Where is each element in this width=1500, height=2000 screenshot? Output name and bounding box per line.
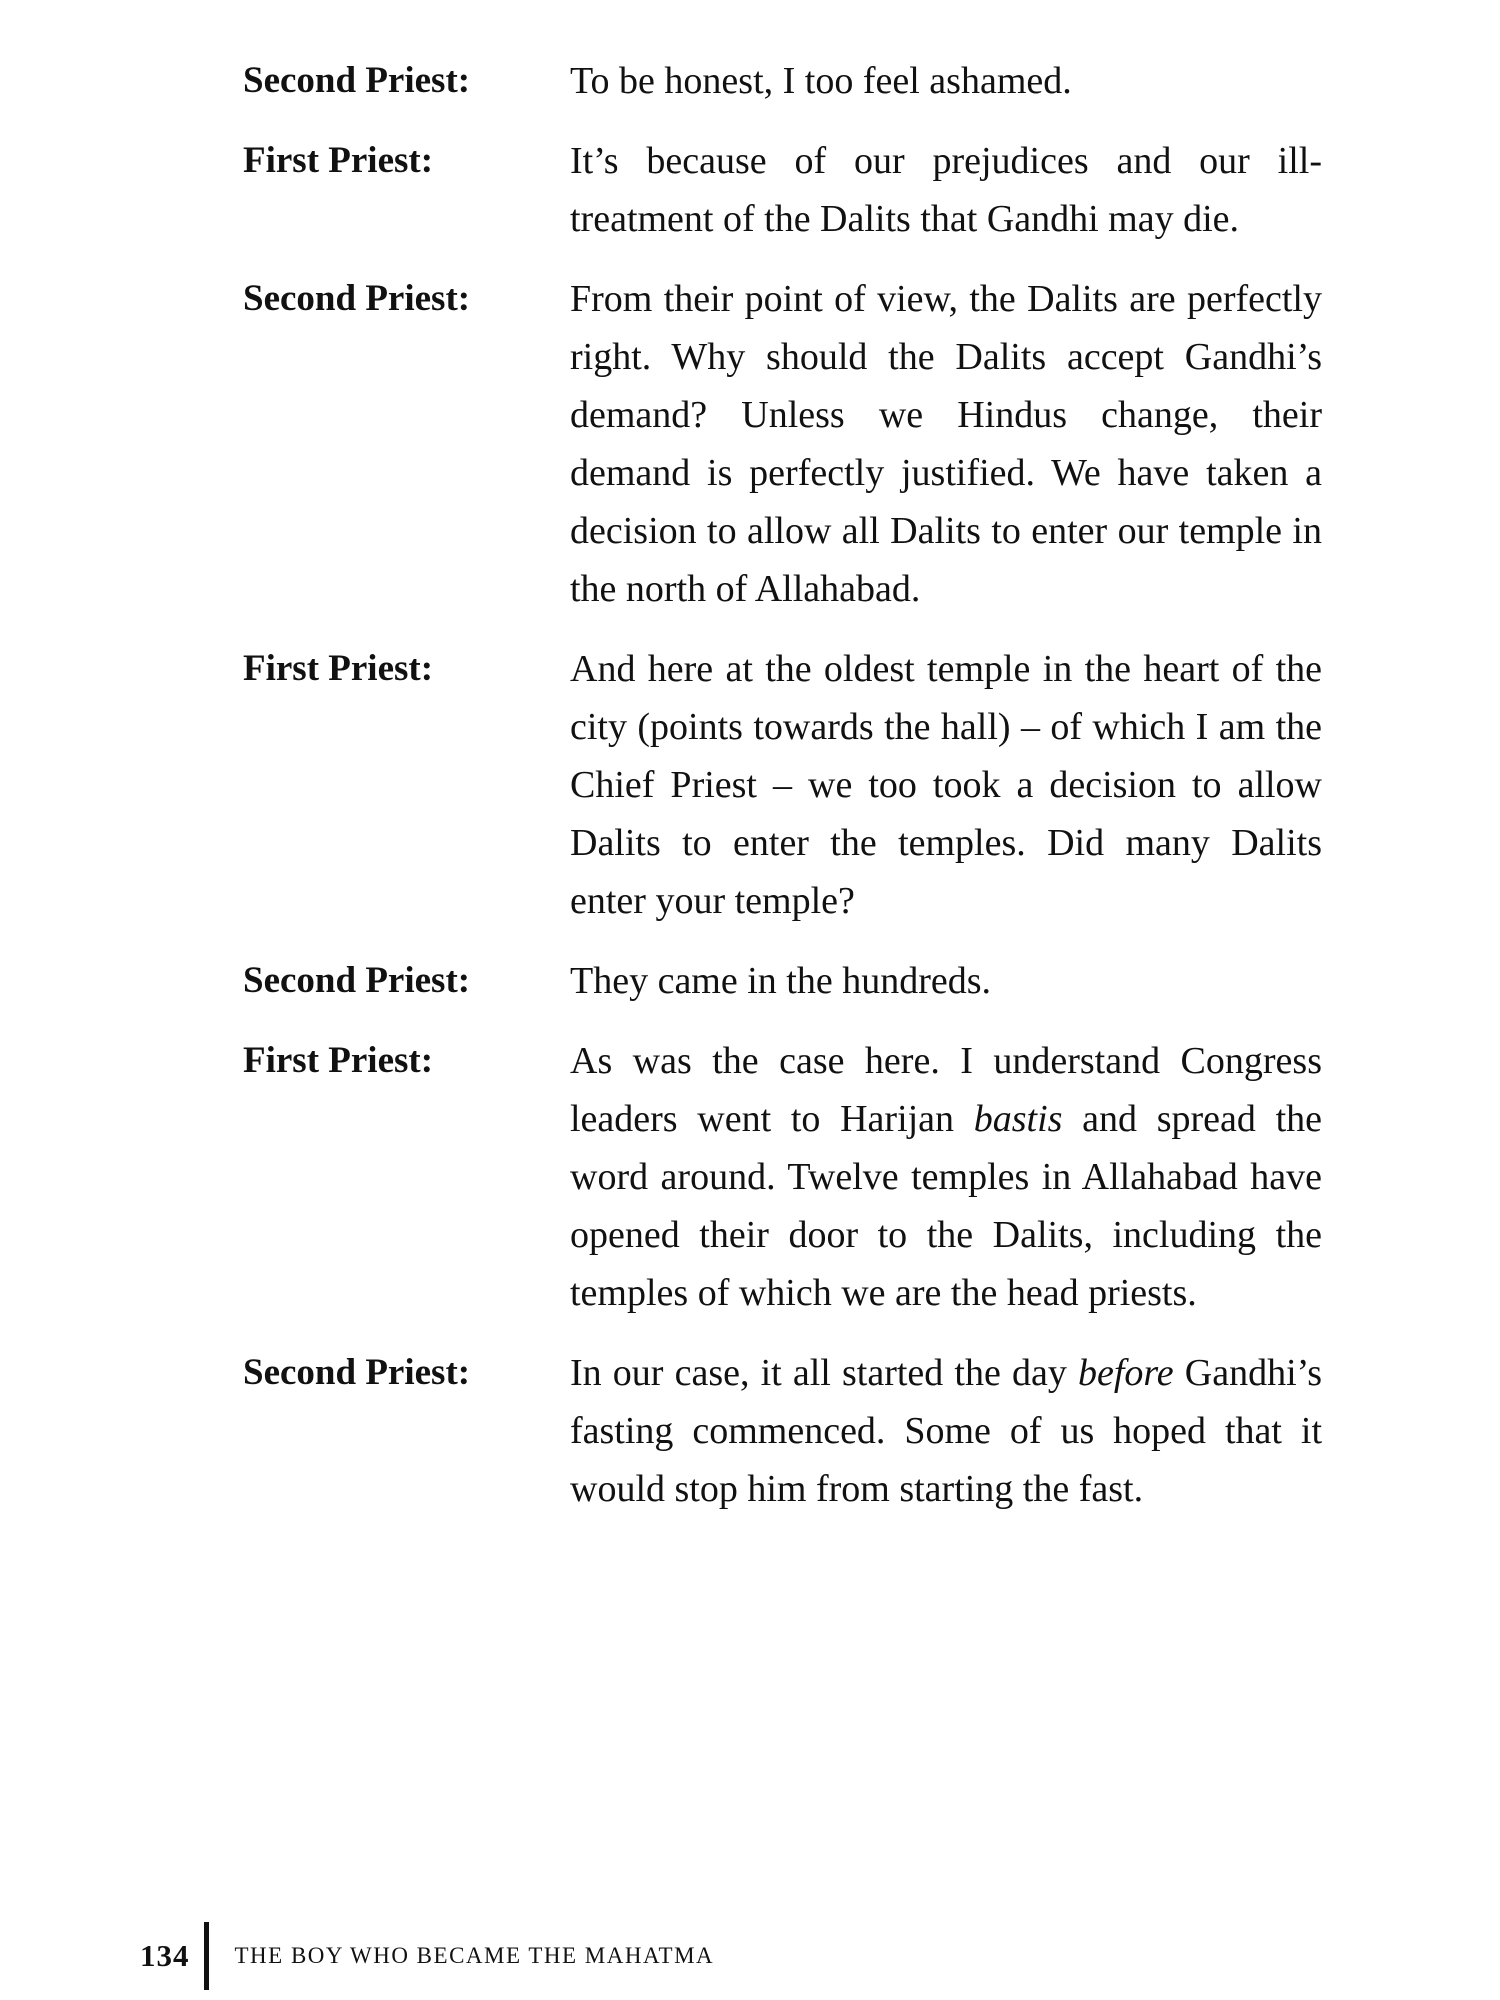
speech-segment: From their point of view, the Dalits are perfectly right. Why should the Dalits accept Gandhi’s demand? Unless we Hindus change, their demand is perfectly justified. We have taken a decision to allow all Dalits to enter our temple in the north of Allahabad. — [570, 278, 1322, 610]
page-number: 134 — [140, 1938, 190, 1973]
speech-text — [570, 1032, 1322, 1322]
dialogue-entry — [243, 1032, 1323, 1322]
speaker-label: Second Priest: — [243, 60, 471, 101]
dialogue-entry — [243, 952, 1323, 1010]
speech-text — [570, 270, 1322, 618]
speech-segment: It’s because of our prejudices and our ill-treatment of the Dalits that Gandhi may die. — [570, 140, 1322, 240]
speech-text — [570, 1344, 1322, 1518]
speech-segment: and spread the word around. Twelve temples in Allahabad have opened their door to the Dalits, including the temples of which we are the head priests. — [570, 1098, 1323, 1314]
dialogue-block — [243, 52, 1323, 1540]
speaker-label: First Priest: — [243, 648, 434, 689]
speaker-label: First Priest: — [243, 140, 434, 181]
footer-divider — [204, 1922, 209, 1990]
speaker-label: First Priest: — [243, 1040, 434, 1081]
speech-segment: As was the case here. I understand Congress leaders went to Harijan — [570, 1040, 1322, 1140]
speech-text — [570, 952, 1322, 1010]
speech-italic-term: bastis — [973, 1098, 1063, 1140]
speech-text — [570, 52, 1322, 110]
dialogue-entry — [243, 640, 1323, 930]
speech-italic-term: before — [1077, 1352, 1174, 1394]
speech-text — [570, 132, 1322, 248]
speaker-label: Second Priest: — [243, 278, 471, 319]
speech-segment: Gandhi’s fasting commenced. Some of us hoped that it would stop him from starting the fast. — [570, 1352, 1323, 1510]
dialogue-entry — [243, 270, 1323, 618]
dialogue-entry — [243, 1344, 1323, 1518]
speech-text — [570, 640, 1322, 930]
speaker-label: Second Priest: — [243, 1352, 471, 1393]
speech-segment: And here at the oldest temple in the heart of the city (points towards the hall) – of which I am the Chief Priest – we too took a decision to allow Dalits to enter the temples. Did many Dalits enter your temple? — [570, 648, 1322, 922]
dialogue-entry — [243, 52, 1323, 110]
running-head: THE BOY WHO BECAME THE MAHATMA — [234, 1943, 715, 1968]
speech-segment: They came in the hundreds. — [570, 960, 992, 1002]
speaker-label: Second Priest: — [243, 960, 471, 1001]
speech-segment: In our case, it all started the day — [570, 1352, 1078, 1394]
dialogue-entry — [243, 132, 1323, 248]
page-footer — [140, 1920, 714, 1992]
speech-segment: To be honest, I too feel ashamed. — [570, 60, 1072, 102]
